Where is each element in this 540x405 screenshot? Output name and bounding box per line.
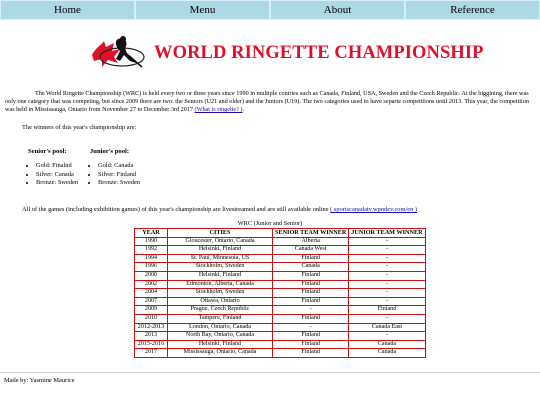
header-year: YEAR (135, 229, 168, 238)
livestream-text: All of the games (including exhibition games) of this year's championship are livestreamed and are still available online (22, 206, 331, 213)
cell-city: Prague, Czech Republic (168, 306, 273, 315)
cell-city: North Bay, Ontario, Canada (168, 332, 273, 341)
page-banner (88, 33, 484, 73)
cell-year: 2007 (135, 297, 168, 306)
table-row (135, 246, 426, 255)
cell-city: Helsinki, Finland (168, 271, 273, 280)
cell-city: Helsinki, Finland (168, 246, 273, 255)
cell-senior-winner: Finland (273, 349, 349, 358)
table-row (135, 306, 426, 315)
cell-year: 2017 (135, 349, 168, 358)
cell-year: 2010 (135, 314, 168, 323)
list-item: • Silver: Finland (98, 171, 140, 180)
cell-senior-winner: Finland (273, 271, 349, 280)
cell-senior-winner: Finland (273, 289, 349, 298)
winners-intro: The winners of this year's championship are: (22, 124, 137, 131)
junior-pool-title: Junior's pool: (90, 148, 130, 155)
nav-menu[interactable]: Menu (135, 0, 270, 20)
table-caption: WRC (Junior and Senior) (237, 220, 303, 227)
cell-year: 1992 (135, 246, 168, 255)
cell-city: London, Ontario, Canada (168, 323, 273, 332)
cell-junior-winner: - (349, 314, 425, 323)
table-row (135, 271, 426, 280)
cell-senior-winner: Finland (273, 254, 349, 263)
cell-year: 1994 (135, 254, 168, 263)
cell-year: 2002 (135, 280, 168, 289)
cell-senior-winner: Alberta (273, 237, 349, 246)
table-row (135, 263, 426, 272)
list-item: • Silver: Canada (36, 171, 78, 180)
header-cities: CITIES (168, 229, 273, 238)
header-senior-winner: SENIOR TEAM WINNER (273, 229, 349, 238)
ringette-logo-icon (88, 33, 150, 73)
cell-city: Stockholm, Sweden (168, 289, 273, 298)
cell-year: 2012-2013 (135, 323, 168, 332)
table-body (135, 237, 426, 357)
cell-senior-winner: Finland (273, 332, 349, 341)
cell-city: Ottawa, Ontario (168, 297, 273, 306)
cell-junior-winner: - (349, 332, 425, 341)
table-row (135, 332, 426, 341)
table-row (135, 349, 426, 358)
cell-junior-winner: - (349, 254, 425, 263)
livestream-paragraph (22, 206, 417, 213)
cell-city: Gloucester, Ontario, Canada (168, 237, 273, 246)
table-row (135, 280, 426, 289)
cell-senior-winner: Canada (273, 263, 349, 272)
list-item: • Bronze: Sweden (98, 179, 140, 188)
cell-city: Stockholm, Sweden (168, 263, 273, 272)
cell-senior-winner: Finland (273, 280, 349, 289)
cell-year: 1990 (135, 237, 168, 246)
cell-junior-winner: - (349, 271, 425, 280)
table-row (135, 297, 426, 306)
cell-junior-winner: - (349, 297, 425, 306)
cell-senior-winner: Finland (273, 297, 349, 306)
table-row (135, 254, 426, 263)
cell-junior-winner: Finland (349, 306, 425, 315)
cell-senior-winner: - (273, 323, 349, 332)
footer-credit: Made by: Yasmine Maurice (4, 377, 75, 384)
senior-pool-list (28, 162, 78, 188)
table-row (135, 314, 426, 323)
table-header-row (135, 229, 426, 238)
header-junior-winner: JUNIOR TEAM WINNER (349, 229, 425, 238)
intro-text: The World Ringette Championship (WRC) is held every two or three years since 1990 in multiple contries such as Canada, Finland, USA, Sweden and the Czech Republic. At the biggining, there was only one category that was competing, but since 2009 there are two: the Seniors (U21 and older) and the Juniors (U19). The two categories used to have separte competitions until 2013. This year, the competition was held in Mississauga, Ontario from November 27 to December 3rd 2017 (5, 90, 529, 113)
cell-year: 2004 (135, 289, 168, 298)
nav-about[interactable]: About (270, 0, 405, 20)
nav-reference[interactable]: Reference (405, 0, 540, 20)
cell-city: Tampere, Finland (168, 314, 273, 323)
what-is-ringette-link[interactable]: (What is ringette? ) (194, 106, 243, 113)
table-row (135, 289, 426, 298)
junior-pool (90, 148, 140, 188)
cell-city: Mississauga, Ontario, Canada (168, 349, 273, 358)
cell-year: 2000 (135, 271, 168, 280)
livestream-link[interactable]: ( sportscanadatv.wpndev.com/en ) (330, 206, 418, 213)
cell-year: 1996 (135, 263, 168, 272)
cell-junior-winner: Canada (349, 349, 425, 358)
list-item: • Bronze: Sweden (36, 179, 78, 188)
list-item: • Gold: Canada (98, 162, 140, 171)
results-table (134, 228, 426, 358)
cell-year: 2009 (135, 306, 168, 315)
cell-junior-winner: Canada East (349, 323, 425, 332)
cell-city: Helsinki, Finland (168, 340, 273, 349)
cell-junior-winner: Canada (349, 340, 425, 349)
junior-pool-list (90, 162, 140, 188)
table-row (135, 340, 426, 349)
cell-year: 2013 (135, 332, 168, 341)
cell-junior-winner: - (349, 237, 425, 246)
cell-junior-winner: - (349, 246, 425, 255)
senior-pool (28, 148, 78, 188)
cell-junior-winner: - (349, 289, 425, 298)
cell-city: Edmonton, Alberta, Canada (168, 280, 273, 289)
page-title: WORLD RINGETTE CHAMPIONSHIP (154, 42, 484, 63)
intro-paragraph (5, 90, 535, 114)
table-row (135, 237, 426, 246)
cell-year: 2015-2016 (135, 340, 168, 349)
cell-junior-winner: - (349, 280, 425, 289)
senior-pool-title: Senior's pool: (28, 148, 67, 155)
cell-city: St. Paul, Minnesota, US (168, 254, 273, 263)
nav-home[interactable]: Home (0, 0, 135, 20)
intro-end: . (242, 106, 245, 113)
cell-junior-winner: - (349, 263, 425, 272)
cell-senior-winner: Canada West (273, 246, 349, 255)
top-navigation (0, 0, 540, 20)
cell-senior-winner: - (273, 306, 349, 315)
footer-divider (0, 372, 540, 373)
cell-senior-winner: Finland (273, 314, 349, 323)
table-row (135, 323, 426, 332)
cell-senior-winner: Finland (273, 340, 349, 349)
list-item: • Gold: Finalnd (36, 162, 78, 171)
